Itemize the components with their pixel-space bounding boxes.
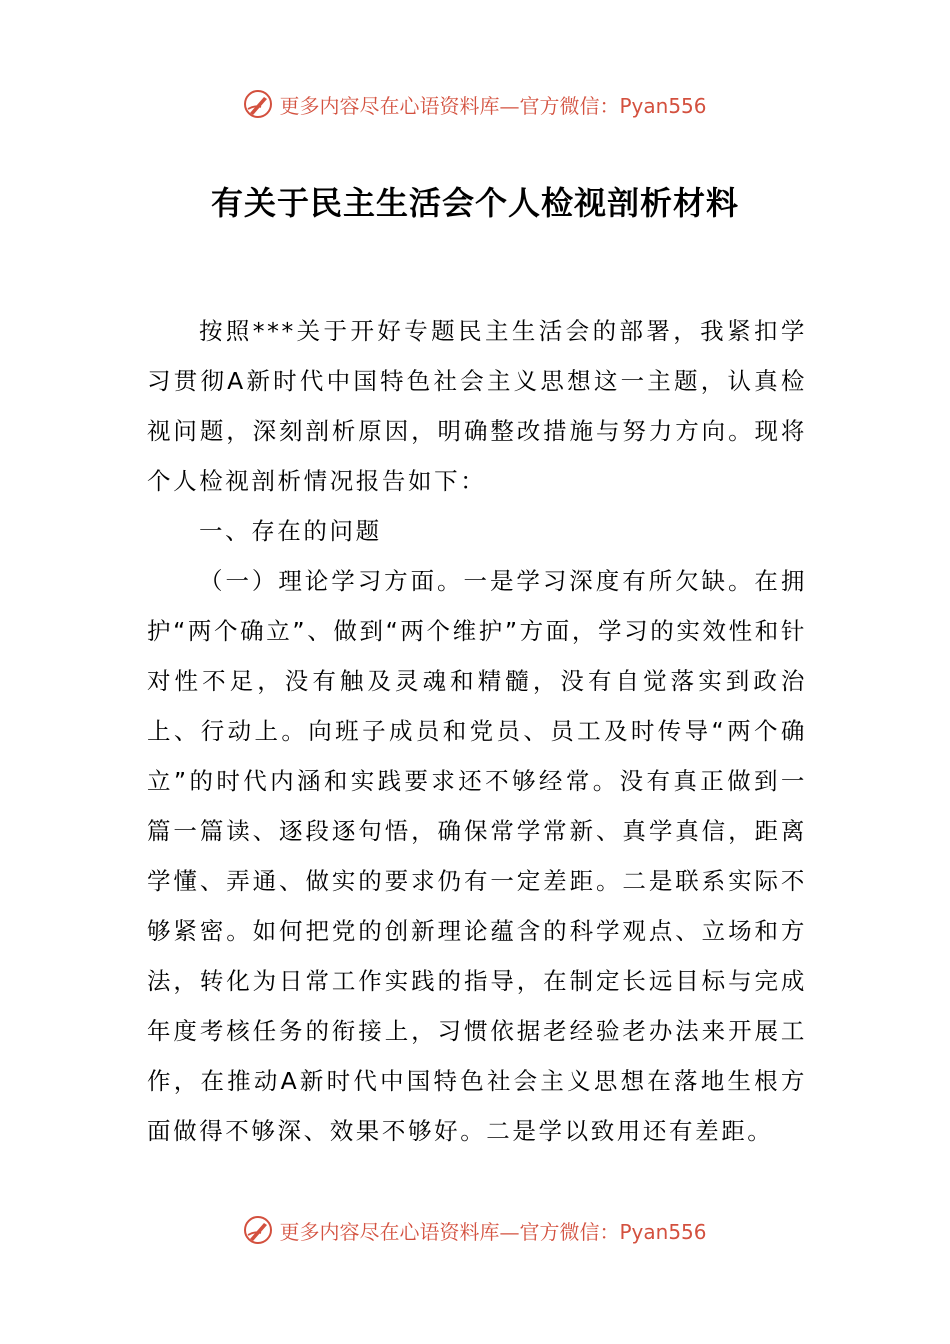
body-paragraph: （一）理论学习方面。一是学习深度有所欠缺。在拥护“两个确立”、做到“两个维护”方面，学习的实效性和针对性不足，没有触及灵魂和精髓，没有自觉落实到政治上、行动上。向班子成员和党员、员工及时传导“两个确立”的时代内涵和实践要求还不够经常。没有真正做到一篇一篇读、逐段逐句悟，确保常学常新、真学真信，距离学懂、弄通、做实的要求仍有一定差距。二是联系实际不够紧密。如何把党的创新理论蕴含的科学观点、立场和方法，转化为日常工作实践的指导，在制定长远目标与完成年度考核任务的衔接上，习惯依据老经验老办法来开展工作，在推动A新时代中国特色社会主义思想在落地生根方面做得不够深、效果不够好。二是学以致用还有差距。	[147, 567, 807, 1145]
quill-pen-logo-icon	[243, 89, 273, 119]
watermark-dash: —	[499, 93, 520, 118]
watermark-wechat-label: 官方微信：	[519, 1219, 620, 1244]
intro-paragraph: 按照***关于开好专题民主生活会的部署，我紧扣学习贯彻A新时代中国特色社会主义思想这一主题，认真检视问题，深刻剖析原因，明确整改措施与努力方向。现将个人检视剖析情况报告如下：	[147, 317, 807, 495]
watermark-text	[279, 1216, 706, 1245]
watermark-footer	[0, 1210, 950, 1250]
watermark-header	[0, 84, 950, 124]
watermark-wechat-id: Pyan556	[619, 93, 707, 118]
watermark-dash: —	[499, 1219, 520, 1244]
section-heading: 一、存在的问题	[199, 517, 382, 545]
watermark-wechat-id: Pyan556	[619, 1219, 707, 1244]
watermark-text	[279, 90, 706, 119]
quill-pen-logo-icon	[243, 1215, 273, 1245]
document-body	[147, 306, 807, 1156]
watermark-site: 更多内容尽在心语资料库	[279, 1219, 500, 1244]
watermark-wechat-label: 官方微信：	[519, 93, 620, 118]
watermark-site: 更多内容尽在心语资料库	[279, 93, 500, 118]
document-title: 有关于民主生活会个人检视剖析材料	[210, 184, 739, 222]
